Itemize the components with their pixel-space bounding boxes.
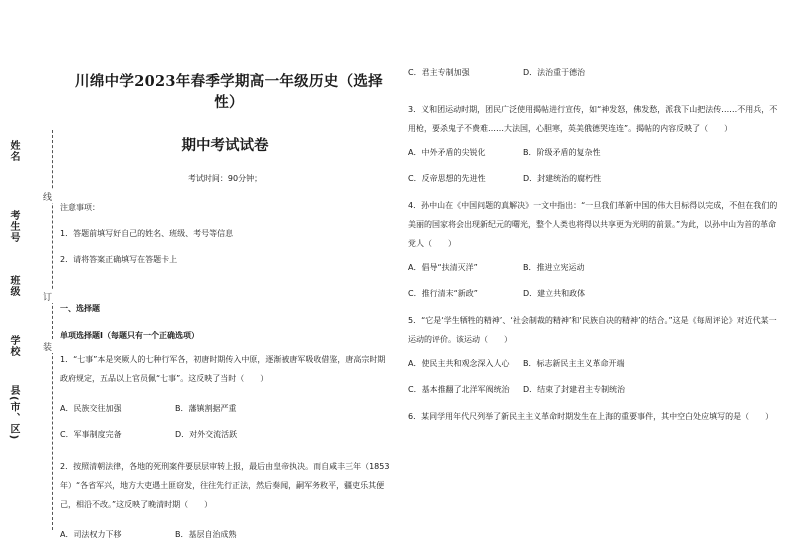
option-b: B．藩镇割据严重 (175, 404, 237, 413)
question-1-options (60, 396, 390, 448)
school-label: 学校 (8, 335, 19, 357)
option-c: C．君主专制加强 (408, 68, 470, 77)
school-field (6, 335, 21, 357)
question-2-options-cont (408, 60, 778, 86)
option-c: C．军事制度完备 (60, 430, 122, 439)
question-5: 5．“它是‘学生牺牲的精神’、‘社会制裁的精神’和‘民族自决的精神’的结合。”这是《每周评论》对近代某一运动的评价。该运动（ ） (408, 316, 777, 344)
option-b: B．推进立宪运动 (523, 263, 585, 272)
notice-item: 1．答题前填写好自己的姓名、班级、考号等信息 (60, 229, 234, 238)
name-label: 姓名 (8, 140, 19, 162)
name-field (6, 140, 21, 162)
cut-mark-line: 线 (41, 192, 51, 201)
option-d: D．法治重于德治 (523, 68, 586, 77)
option-c: C．基本推翻了北洋军阀统治 (408, 385, 510, 394)
option-d: D．对外交流活跃 (175, 430, 238, 439)
option-a: A．中外矛盾的尖锐化 (408, 148, 486, 157)
question-4: 4．孙中山在《中国问题的真解决》一文中指出：“一旦我们革新中国的伟大目标得以完成，不但在我们的美丽的国家将会出现新纪元的曙光，整个人类也将得以共享更为光明的前景。”为此，以孙中山为首的革命党人（ ） (408, 201, 778, 248)
county-field (6, 385, 21, 440)
option-b: B．基层自治成熟 (175, 530, 237, 539)
county-label: 县(市、区) (8, 385, 19, 441)
notice-item: 2．请将答案正确填写在答题卡上 (60, 255, 178, 264)
section-title: 一、选择题 (60, 304, 100, 313)
option-d: D．封建统治的腐朽性 (523, 174, 602, 183)
option-a: A．使民主共和观念深入人心 (408, 359, 510, 368)
exam-no-field (6, 210, 21, 243)
question-4-options (408, 255, 778, 307)
option-c: C．反帝思想的先进性 (408, 174, 486, 183)
question-1: 1．“七事”本是突厥人的七种行军各，初唐时期传入中原，逐渐被唐军吸收借鉴，唐高宗时期政府规定，五品以上官员佩“七事”。这反映了当时（ ） (60, 355, 386, 383)
class-label: 班级 (8, 275, 19, 297)
cut-mark-seal: 装 (41, 342, 51, 351)
option-a: A．倡导“扶清灭洋” (408, 263, 478, 272)
question-2: 2．按照清朝法律，各地的死刑案件要层层审转上报，最后由皇帝执决。而自咸丰三年（1853年）“各省军兴，地方大吏遇土匪窃发，往往先行正法，然后奏闻，嗣军务敉平，疆吏乐其便己，相沿不改。”这反映了晚清时期（ ） (60, 462, 390, 509)
option-a: A．司法权力下移 (60, 530, 122, 539)
option-b: B．标志新民主主义革命开端 (523, 359, 625, 368)
binding-margin (0, 130, 60, 530)
exam-no-label: 考生号 (8, 210, 19, 243)
question-2-options (60, 522, 390, 548)
class-field (6, 275, 21, 297)
question-6: 6．某同学用年代尺列举了新民主主义革命时期发生在上海的重要事件，其中空白处应填写的是（ ） (408, 412, 774, 421)
subsection-title: 单项选择题Ⅰ（每题只有一个正确选项） (60, 331, 199, 340)
question-3: 3．义和团运动时期，团民广泛使用揭帖进行宣传，如“神发怒，佛发愁，派我下山把法传……不用兵，不用枪，要杀鬼子不费难……大法国，心胆寒，英美俄德哭连连”。揭帖的内容反映了（ ） (408, 105, 778, 133)
option-b: B．阶级矛盾的复杂性 (523, 148, 601, 157)
right-column (408, 60, 778, 426)
question-5-options (408, 351, 778, 403)
option-a: A．民族交往加强 (60, 404, 122, 413)
question-3-options (408, 140, 778, 192)
left-column (60, 70, 390, 548)
option-d: D．建立共和政体 (523, 289, 586, 298)
notice-title: 注意事项： (60, 203, 100, 212)
exam-time: 考试时间：90分钟； (187, 174, 263, 183)
page-subtitle: 期中考试试卷 (181, 137, 269, 154)
option-d: D．结束了封建君主专制统治 (523, 385, 626, 394)
cut-mark-bind: 订 (41, 292, 51, 301)
option-c: C．推行清末“新政” (408, 289, 478, 298)
page-title: 川绵中学2023年春季学期高一年级历史（选择性） (75, 73, 383, 111)
